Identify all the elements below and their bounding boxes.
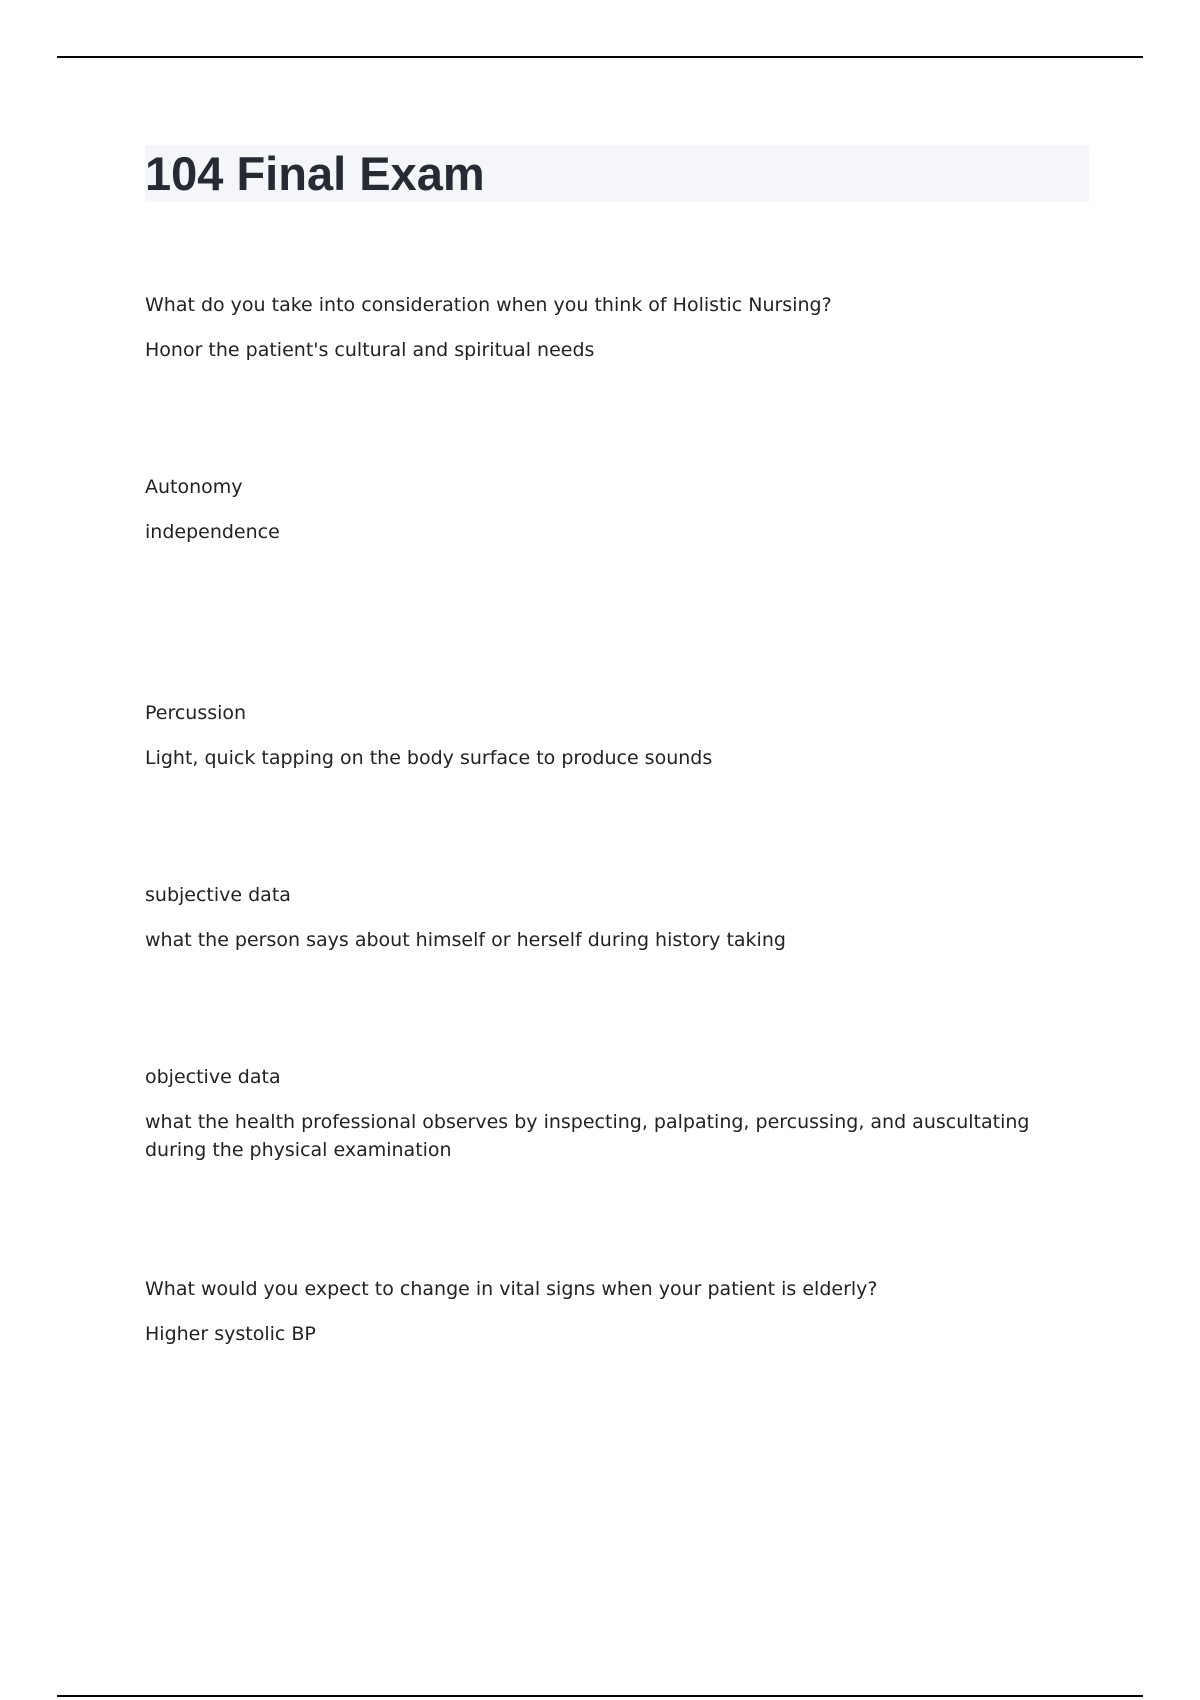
card-term: What would you expect to change in vital signs when your patient is elderly? (145, 1278, 878, 1300)
flashcard-subjective-data (145, 882, 1089, 954)
card-definition: what the health professional observes by inspecting, palpating, percussing, and auscultating during the physical examination (145, 1111, 1030, 1161)
flashcard-percussion (145, 700, 1089, 772)
card-definition: Honor the patient's cultural and spiritual needs (145, 339, 595, 361)
card-definition: what the person says about himself or herself during history taking (145, 929, 786, 951)
card-definition: Light, quick tapping on the body surface to produce sounds (145, 747, 713, 769)
card-term: subjective data (145, 884, 291, 906)
card-term: objective data (145, 1066, 281, 1088)
header-rule (57, 56, 1143, 58)
flashcard-objective-data (145, 1064, 1089, 1164)
page-title: 104 Final Exam (145, 147, 485, 200)
card-term: What do you take into consideration when you think of Holistic Nursing? (145, 294, 832, 316)
footer-rule (57, 1695, 1143, 1697)
flashcard-elderly-vital-signs (145, 1276, 1089, 1348)
card-definition: Higher systolic BP (145, 1323, 316, 1345)
flashcard-autonomy (145, 474, 1089, 546)
card-term: Autonomy (145, 476, 243, 498)
flashcard-holistic-nursing (145, 292, 1089, 364)
card-term: Percussion (145, 702, 247, 724)
card-definition: independence (145, 521, 280, 543)
